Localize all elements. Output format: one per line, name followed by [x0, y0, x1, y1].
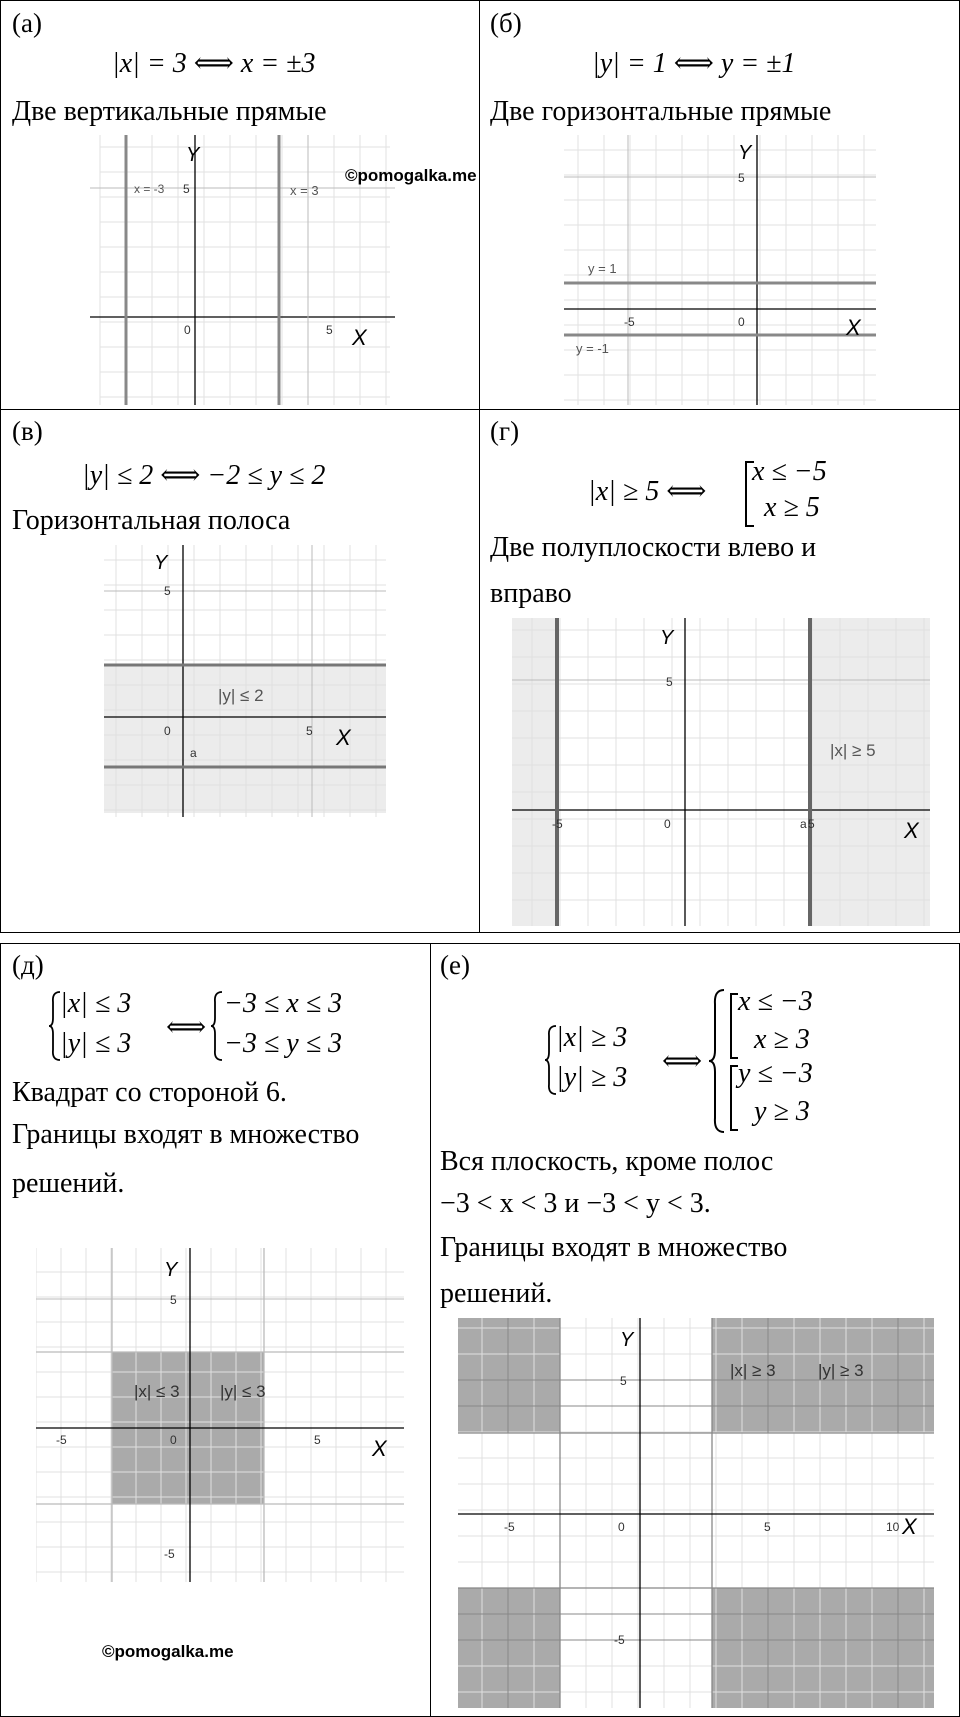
origin-label: 0 — [184, 323, 191, 337]
panel-e-description-2: −3 < x < 3 и −3 < y < 3. — [440, 1188, 711, 1219]
origin-label: 0 — [618, 1520, 625, 1534]
panel-e-description-3: Границы входят в множество — [440, 1232, 788, 1263]
x-axis-label: X — [902, 1514, 917, 1539]
panel-a-description: Две вертикальные прямые — [12, 96, 327, 127]
panel-a-label: (а) — [12, 8, 42, 38]
panel-e-graph — [458, 1318, 934, 1708]
panel-b-description: Две горизонтальные прямые — [490, 96, 832, 127]
x-axis-label: X — [352, 325, 367, 350]
equiv-sign: ⟺ — [166, 1012, 207, 1043]
panel-e-description-1: Вся плоскость, кроме полос — [440, 1146, 774, 1177]
panel-g-graph — [512, 618, 930, 926]
system-left-1: |x| ≥ 3 — [556, 1022, 628, 1053]
tick-ym5: -5 — [614, 1633, 625, 1647]
y-axis-label: Y — [660, 627, 674, 649]
region-x-label: |x| ≤ 3 — [134, 1382, 180, 1401]
panel-g-case-1: x ≤ −5 — [752, 456, 827, 487]
panel-v-label: (в) — [12, 416, 43, 446]
point-label: a — [800, 817, 807, 831]
tick-x5: 5 — [808, 817, 815, 831]
x-axis-label: X — [336, 725, 351, 750]
origin-label: 0 — [170, 1433, 177, 1447]
system-right-b-1: y ≤ −3 — [738, 1058, 813, 1089]
panel-a-formula: |x| = 3 ⟺ x = ±3 — [112, 48, 316, 79]
tick-xm5: -5 — [504, 1520, 515, 1534]
panel-g-label: (г) — [490, 416, 520, 446]
panel-d-description-3: решений. — [12, 1168, 125, 1199]
origin-label: 0 — [738, 315, 745, 329]
point-label: a — [190, 746, 197, 760]
panel-g-formula: |x| ≥ 5 ⟺ — [588, 476, 707, 507]
origin-label: 0 — [664, 817, 671, 831]
y-axis-label: Y — [620, 1329, 634, 1351]
y-axis-label: Y — [186, 144, 200, 166]
tick-y5: 5 — [164, 584, 171, 598]
system-left-2: |y| ≤ 3 — [60, 1028, 132, 1059]
panel-b-formula: |y| = 1 ⟺ y = ±1 — [592, 48, 796, 79]
panel-d-label: (д) — [12, 950, 44, 980]
tick-y5: 5 — [170, 1293, 177, 1307]
system-brace-outer — [708, 988, 726, 1134]
panel-b-label: (б) — [490, 8, 522, 38]
panel-v-formula: |y| ≤ 2 ⟺ −2 ≤ y ≤ 2 — [82, 460, 326, 491]
y-axis-label: Y — [164, 1259, 178, 1281]
x-axis-label: X — [846, 315, 861, 340]
region-label: |y| ≤ 2 — [218, 686, 264, 705]
tick-xm5: -5 — [56, 1433, 67, 1447]
panel-v-graph — [104, 545, 386, 817]
tick-x10: 10 — [886, 1520, 900, 1534]
line-top-label: y = 1 — [588, 261, 617, 276]
tick-ym5: -5 — [164, 1547, 175, 1561]
region-y-label: |y| ≤ 3 — [220, 1382, 266, 1401]
tick-x5: 5 — [326, 323, 333, 337]
watermark-top: ©pomogalka.me — [345, 166, 477, 185]
system-left-1: |x| ≤ 3 — [60, 988, 132, 1019]
panel-b-graph — [564, 135, 876, 405]
x-axis-label: X — [372, 1436, 387, 1461]
origin-label: 0 — [164, 724, 171, 738]
equiv-sign: ⟺ — [662, 1046, 703, 1077]
region-x-label: |x| ≥ 3 — [730, 1361, 776, 1380]
system-brace-right — [210, 990, 224, 1062]
panel-g-description-1: Две полуплоскости влево и — [490, 532, 817, 563]
tick-xm5: -5 — [552, 817, 563, 831]
y-axis-label: Y — [154, 552, 168, 574]
system-right-a-1: x ≤ −3 — [738, 986, 813, 1017]
region-label: |x| ≥ 5 — [830, 741, 876, 760]
line-bottom-label: y = -1 — [576, 341, 609, 356]
panel-v-description: Горизонтальная полоса — [12, 505, 291, 536]
region-y-label: |y| ≥ 3 — [818, 1361, 864, 1380]
panel-g-case-2: x ≥ 5 — [764, 492, 820, 523]
system-right-b-2: y ≥ 3 — [754, 1096, 810, 1127]
tick-y5: 5 — [666, 675, 673, 689]
panel-d-graph — [36, 1248, 404, 1582]
tick-y5: 5 — [738, 171, 745, 185]
system-left-2: |y| ≥ 3 — [556, 1062, 628, 1093]
tick-y5: 5 — [620, 1374, 627, 1388]
panel-e-label: (е) — [440, 950, 470, 980]
system-right-a-2: x ≥ 3 — [754, 1024, 810, 1055]
line-left-label: x = -3 — [134, 182, 165, 196]
tick-x5: 5 — [314, 1433, 321, 1447]
panel-g-description-2: вправо — [490, 578, 572, 609]
tick-x5: 5 — [306, 724, 313, 738]
line-right-label: x = 3 — [290, 183, 319, 198]
system-right-2: −3 ≤ y ≤ 3 — [224, 1028, 343, 1059]
panel-d-description-2: Границы входят в множество — [12, 1119, 360, 1150]
system-right-1: −3 ≤ x ≤ 3 — [224, 988, 343, 1019]
y-axis-label: Y — [738, 142, 752, 164]
tick-y5: 5 — [183, 182, 190, 196]
panel-d-description-1: Квадрат со стороной 6. — [12, 1077, 287, 1108]
tick-xm5: -5 — [624, 315, 635, 329]
x-axis-label: X — [904, 818, 919, 843]
panel-e-description-4: решений. — [440, 1278, 553, 1309]
tick-x5: 5 — [764, 1520, 771, 1534]
watermark-bottom: ©pomogalka.me — [102, 1642, 234, 1661]
